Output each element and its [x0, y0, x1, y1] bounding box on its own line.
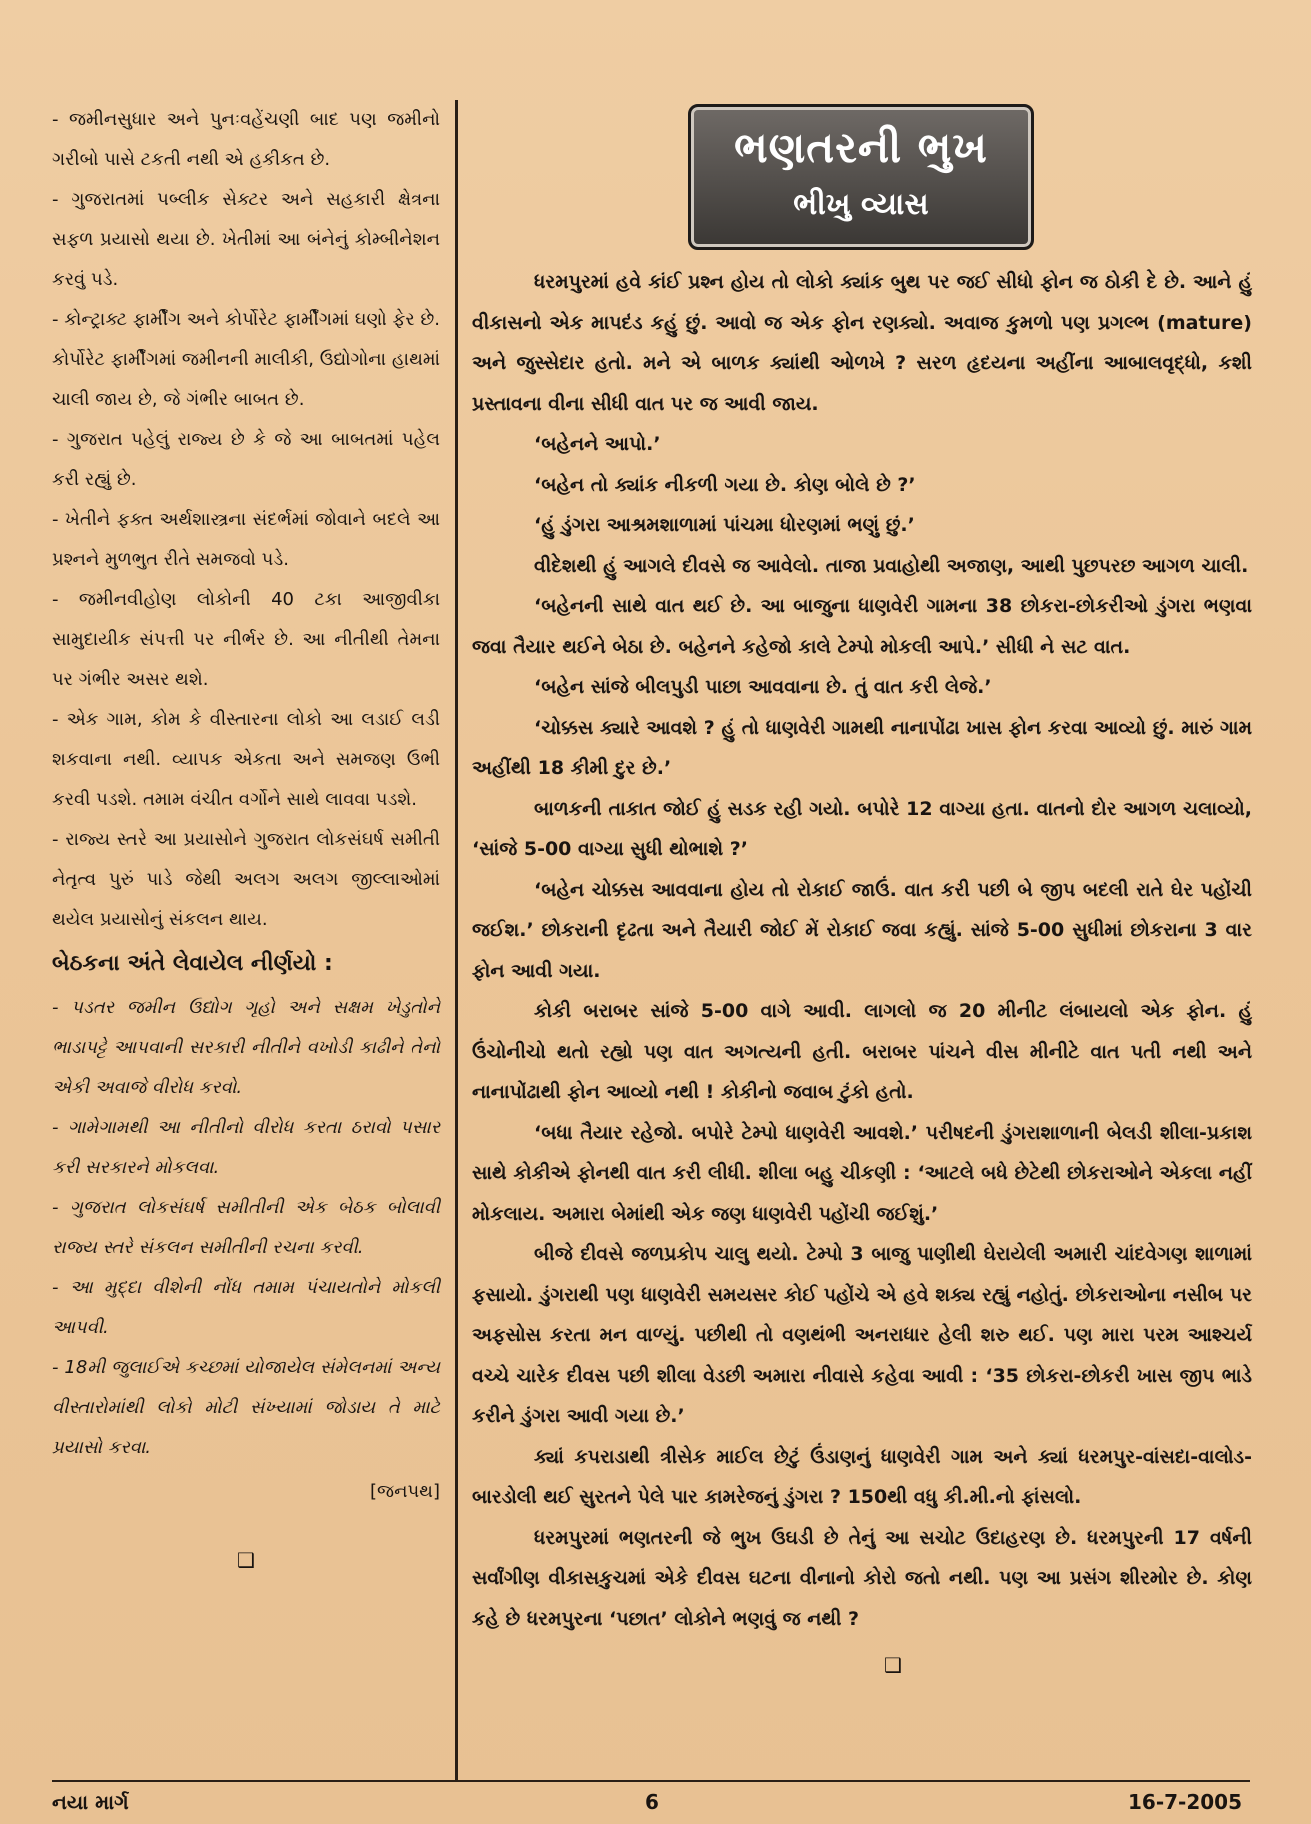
article-paragraph: ‘બહેન તો ક્યાંક નીકળી ગયા છે. કોણ બોલે છે ?’ [534, 473, 916, 496]
source-credit: [જનપથ] [370, 1481, 440, 1502]
column-divider [455, 100, 458, 1780]
left-item-1: - જમીનસુધાર અને પુનઃવહેંચણી બાદ પણ જમીનો ગરીબો પાસે ટકતી નથી એ હકીકત છે. [52, 109, 440, 170]
article-paragraph: ધરમપુરમાં ભણતરની જે ભુખ ઉઘડી છે તેનું આ સચોટ ઉદાહરણ છે. ધરમપુરની 17 વર્ષની સર્વાંગીણ વીકાસકુચમાં એકે દીવસ ઘટના વીનાનો કોરો જતો નથી. પણ આ પ્રસંગ શીરમોર છે. કોણ કહે છે ધરમપુરના ‘પછાત’ લોકોને ભણવું જ નથી ? [472, 1526, 1252, 1630]
article-paragraph: ‘બહેનને આપો.’ [534, 433, 661, 455]
footer-page-number: 6 [645, 1790, 659, 1814]
decision-4: - આ મુદ્દા વીશેની નોંધ તમામ પંચાયતોને મોકલી આપવી. [52, 1277, 440, 1338]
footer-rule [52, 1780, 1250, 1782]
article-paragraph: ‘ચોક્કસ ક્યારે આવશે ? હું તો ધાણવેરી ગામથી નાનાપોંઢા ખાસ ફોન કરવા આવ્યો છું. મારું ગામ અહીંથી 18 કીમી દુર છે.’ [472, 716, 1252, 779]
article-paragraph: કોકી બરાબર સાંજે 5-00 વાગે આવી. લાગલો જ 20 મીનીટ લંબાયલો એક ફોન. હું ઉંચોનીચો થતો રહ્યો પણ વાત અગત્યની હતી. બરાબર પાંચને વીસ મીનીટે વાત પતી નથી અને નાનાપોંઢાથી ફોન આવ્યો નથી ! કોકીનો જવાબ ટુંકો હતો. [472, 1000, 1252, 1103]
article-paragraph: ‘બધા તૈયાર રહેજો. બપોરે ટેમ્પો ધાણવેરી આવશે.’ પરીષદની ડુંગરાશાળાની બેલડી શીલા-પ્રકાશ સાથે કોકીએ ફોનથી વાત કરી લીધી. શીલા બહુ ચીકણી : ‘આટલે બધે છેટેથી છોકરાઓને એકલા નહીં મોકલાય. અમારા બેમાંથી એક જણ ધાણવેરી પહોંચી જઈશું.’ [472, 1121, 1252, 1225]
article-paragraph: ‘બહેન ચોક્કસ આવવાના હોય તો રોકાઈ જાઉં. વાત કરી પછી બે જીપ બદલી રાતે ઘેર પહોંચી જઈશ.’ છોકરાની દૃઢતા અને તૈયારી જોઈ મેં રોકાઈ જવા કહ્યું. સાંજે 5-00 સુધીમાં છોકરાના 3 વાર ફોન આવી ગયા. [472, 878, 1252, 982]
article-paragraph: બીજે દીવસે જળપ્રકોપ ચાલુ થયો. ટેમ્પો 3 બાજુ પાણીથી ઘેરાયેલી અમારી ચાંદવેગણ શાળામાં ફસાયો. ડુંગરાથી પણ ધાણવેરી સમયસર કોઈ પહોંચે એ હવે શક્ય રહ્યું નહોતું. છોકરાઓના નસીબ પર અફસોસ કરતા મન વાળ્યું. પછીથી તો વણથંભી અનરાધાર હેલી શરુ થઈ. પણ મારા પરમ આશ્ચર્ય વચ્ચે ચારેક દીવસ પછી શીલા વેડછી અમારા નીવાસે કહેવા આવી : ‘35 છોકરા-છોકરી ખાસ જીપ ભાડે કરીને ડુંગરા આવી ગયા છે.’ [472, 1243, 1252, 1427]
footer-publication: નયા માર્ગ [52, 1790, 129, 1814]
left-column [52, 100, 440, 1580]
decision-3: - ગુજરાત લોકસંઘર્ષ સમીતીની એક બેઠક બોલાવી રાજ્ય સ્તરે સંકલન સમીતીની રચના કરવી. [52, 1197, 440, 1258]
article-end-mark-icon: ❑ [884, 1653, 902, 1677]
left-item-5: - ખેતીને ફક્ત અર્થશાસ્ત્રના સંદર્ભમાં જોવાને બદલે આ પ્રશ્નને મુળભુત રીતે સમજવો પડે. [52, 509, 440, 570]
decisions-heading: બેઠકના અંતે લેવાયેલ નીર્ણયો : [52, 951, 333, 976]
left-item-7: - એક ગામ, કોમ કે વીસ્તારના લોકો આ લડાઈ લડી શકવાના નથી. વ્યાપક એકતા અને સમજણ ઉભી કરવી પડશે. તમામ વંચીત વર્ગોને સાથે લાવવા પડશે. [52, 709, 440, 810]
left-item-8: - રાજ્ય સ્તરે આ પ્રયાસોને ગુજરાત લોકસંઘર્ષ સમીતી નેતૃત્વ પુરું પાડે જેથી અલગ અલગ જીલ્લાઓમાં થયેલ પ્રયાસોનું સંકલન થાય. [52, 829, 440, 930]
article-paragraph: ‘બહેન સાંજે બીલપુડી પાછા આવવાના છે. તું વાત કરી લેજે.’ [534, 676, 992, 698]
article-paragraph: ક્યાં કપરાડાથી ત્રીસેક માઈલ છેટું ઉંડાણનું ધાણવેરી ગામ અને ક્યાં ધરમપુર-વાંસદા-વાલોડ-બારડોલી થઈ સુરતને પેલે પાર કામરેજનું ડુંગરા ? 150થી વધુ કી.મી.નો ફાંસલો. [472, 1445, 1252, 1508]
left-item-6: - જમીનવીહોણ લોકોની 40 ટકા આજીવીકા સામુદાયીક સંપત્તી પર નીર્ભર છે. આ નીતીથી તેમના પર ગંભીર અસર થશે. [52, 589, 440, 690]
footer-date: 16-7-2005 [1128, 1790, 1243, 1814]
article-title-box [688, 104, 1034, 250]
article-paragraph: ‘હું ડુંગરા આશ્રમશાળામાં પાંચમા ધોરણમાં ભણું છું.’ [534, 514, 915, 536]
article-author: ભીખુ વ્યાસ [793, 187, 929, 222]
left-item-2: - ગુજરાતમાં પબ્લીક સેક્ટર અને સહકારી ક્ષેત્રના સફળ પ્રયાસો થયા છે. ખેતીમાં આ બંનેનું કોમ્બીનેશન કરવું પડે. [52, 189, 440, 290]
article-paragraph: ધરમપુરમાં હવે કાંઈ પ્રશ્ન હોય તો લોકો ક્યાંક બુથ પર જઈ સીધો ફોન જ ઠોકી દે છે. આને હું વીકાસનો એક માપદંડ કહું છું. આવો જ એક ફોન રણક્યો. અવાજ કુમળો પણ પ્રગલ્ભ (mature) અને જુસ્સેદાર હતો. મને એ બાળક ક્યાંથી ઓળખે ? સરળ હૃદયના અહીંના આબાલવૃદ્ધો, કશી પ્રસ્તાવના વીના સીધી વાત પર જ આવી જાય. [472, 271, 1252, 415]
article-paragraph: વીદેશથી હું આગલે દીવસે જ આવેલો. તાજા પ્રવાહોથી અજાણ, આથી પુછપરછ આગળ ચાલી. [534, 554, 1249, 577]
left-item-3: - કોન્ટ્રાક્ટ ફાર્મીંગ અને કોર્પોરેટ ફાર્મીંગમાં ઘણો ફેર છે. કોર્પોરેટ ફાર્મીંગમાં જમીનની માલીકી, ઉદ્યોગોના હાથમાં ચાલી જાય છે, જે ગંભીર બાબત છે. [52, 309, 440, 410]
article-title: ભણતરની ભુખ [734, 123, 988, 172]
article-paragraph: બાળકની તાકાત જોઈ હું સડક રહી ગયો. બપોરે 12 વાગ્યા હતા. વાતનો દોર આગળ ચલાવ્યો, ‘સાંજે 5-00 વાગ્યા સુધી થોભાશે ?’ [472, 797, 1252, 860]
decision-1: - પડતર જમીન ઉદ્યોગ ગૃહો અને સક્ષમ ખેડુતોને ભાડાપટ્ટે આપવાની સરકારી નીતીને વખોડી કાઢીને તેનો એકી અવાજે વીરોધ કરવો. [52, 997, 440, 1098]
decision-2: - ગામેગામથી આ નીતીનો વીરોધ કરતા ઠરાવો પસાર કરી સરકારને મોકલવા. [52, 1117, 440, 1178]
article-paragraph: ‘બહેનની સાથે વાત થઈ છે. આ બાજુના ધાણવેરી ગામના 38 છોકરા-છોકરીઓ ડુંગરા ભણવા જવા તૈયાર થઈને બેઠા છે. બહેનને કહેજો કાલે ટેમ્પો મોકલી આપે.’ સીધી ને સટ વાત. [472, 595, 1252, 658]
left-item-4: - ગુજરાત પહેલું રાજ્ય છે કે જે આ બાબતમાં પહેલ કરી રહ્યું છે. [52, 429, 440, 490]
end-mark-icon: ❑ [237, 1548, 255, 1572]
decision-5: - 18મી જુલાઈએ કચ્છમાં યોજાયેલ સંમેલનમાં અન્ય વીસ્તારોમાંથી લોકો મોટી સંખ્યામાં જોડાય તે માટે પ્રયાસો કરવા. [52, 1357, 440, 1458]
article-body [472, 262, 1252, 1686]
